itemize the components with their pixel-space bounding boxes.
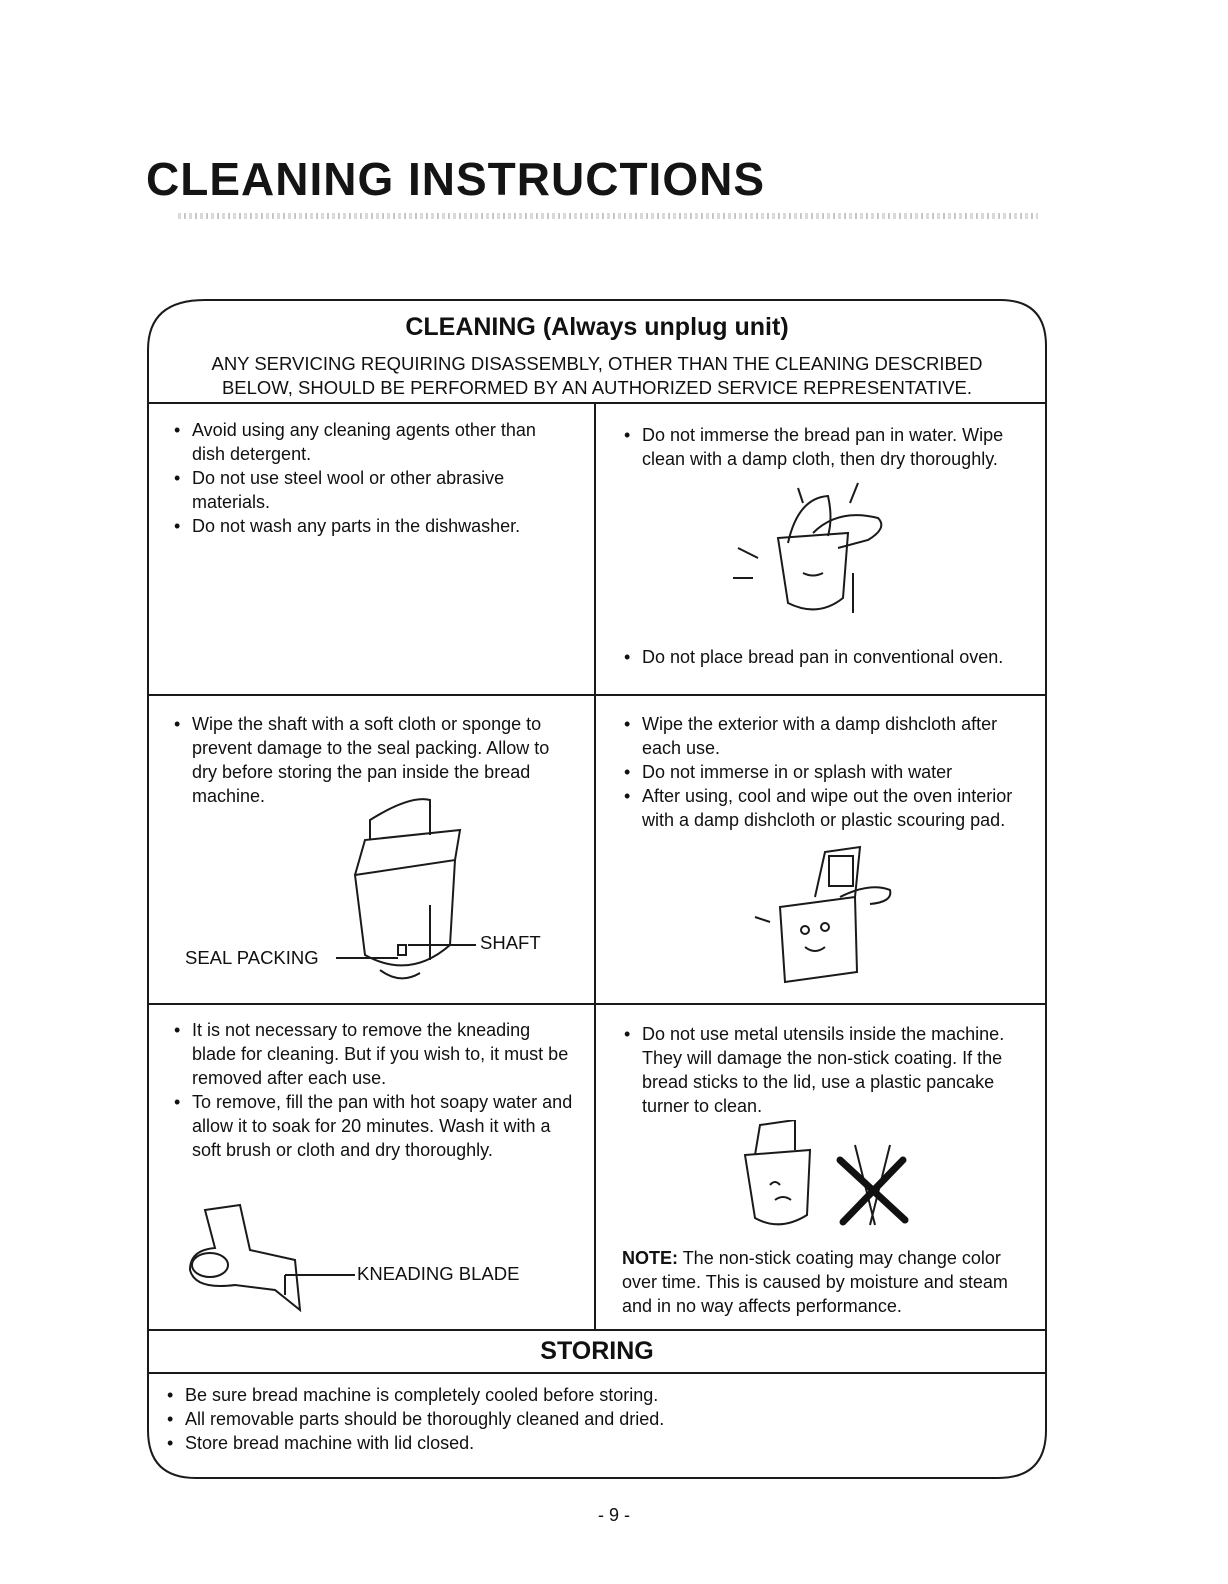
cell-top-left — [172, 418, 572, 538]
bread-machine-wiping-illustration — [745, 842, 895, 992]
list-item: • Be sure bread machine is completely cooled before storing. — [165, 1383, 865, 1407]
cell-mid-right — [622, 712, 1022, 832]
list-item: • Wipe the shaft with a soft cloth or sponge to prevent damage to the seal packing. Allow to dry before storing the pan inside the bread machine. — [172, 712, 572, 808]
kneading-blade-label: KNEADING BLADE — [357, 1263, 520, 1284]
shaft-label: SHAFT — [480, 932, 541, 953]
list-item: • Do not place bread pan in conventional oven. — [622, 645, 1022, 669]
kneading-blade-illustration — [185, 1200, 360, 1315]
list-item: • Do not wash any parts in the dishwasher. — [172, 514, 572, 538]
service-warning-line-1: ANY SERVICING REQUIRING DISASSEMBLY, OTHER THAN THE CLEANING DESCRIBED — [211, 353, 983, 374]
list-item: • Avoid using any cleaning agents other than dish detergent. — [172, 418, 572, 466]
cell-bot-right — [622, 1022, 1027, 1118]
page-title: CLEANING INSTRUCTIONS — [146, 153, 765, 205]
note-text: The non-stick coating may change color over time. This is caused by moisture and steam and in no way affects performance. — [622, 1248, 1008, 1316]
label-leader-lines — [336, 940, 486, 970]
cell-top-right — [622, 423, 1022, 471]
list-item: • Do not immerse in or splash with water — [622, 760, 1022, 784]
cell-mid-left — [172, 712, 572, 808]
title-underline — [178, 213, 1038, 219]
service-warning-line-2: BELOW, SHOULD BE PERFORMED BY AN AUTHORIZED SERVICE REPRESENTATIVE. — [221, 377, 973, 398]
list-item: • Wipe the exterior with a damp dishcloth after each use. — [622, 712, 1022, 760]
cleaning-heading: CLEANING (Always unplug unit) — [405, 313, 789, 341]
non-stick-note — [622, 1246, 1037, 1318]
list-item: • It is not necessary to remove the kneading blade for cleaning. But if you wish to, it must be removed after each use. — [172, 1018, 577, 1090]
list-item: • Do not immerse the bread pan in water. Wipe clean with a damp cloth, then dry thoroughly. — [622, 423, 1022, 471]
list-item: • All removable parts should be thoroughly cleaned and dried. — [165, 1407, 865, 1431]
cell-top-right-item-2 — [622, 645, 1022, 669]
bread-pan-wiping-illustration — [728, 478, 898, 628]
list-item: • Do not use metal utensils inside the machine. They will damage the non-stick coating. If the bread sticks to the lid, use a plastic pancake turner to clean. — [622, 1022, 1027, 1118]
no-metal-utensils-illustration — [735, 1120, 915, 1235]
storing-heading: STORING — [540, 1337, 654, 1365]
note-label: NOTE: — [622, 1248, 678, 1268]
storing-list — [165, 1383, 865, 1455]
list-item: • To remove, fill the pan with hot soapy water and allow it to soak for 20 minutes. Wash it with a soft brush or cloth and dry thoroughly. — [172, 1090, 577, 1162]
list-item: • After using, cool and wipe out the oven interior with a damp dishcloth or plastic scouring pad. — [622, 784, 1022, 832]
seal-packing-label: SEAL PACKING — [185, 947, 319, 968]
cell-bot-left — [172, 1018, 577, 1162]
list-item: • Do not use steel wool or other abrasive materials. — [172, 466, 572, 514]
list-item: • Store bread machine with lid closed. — [165, 1431, 865, 1455]
page-number: - 9 - — [597, 1505, 630, 1525]
